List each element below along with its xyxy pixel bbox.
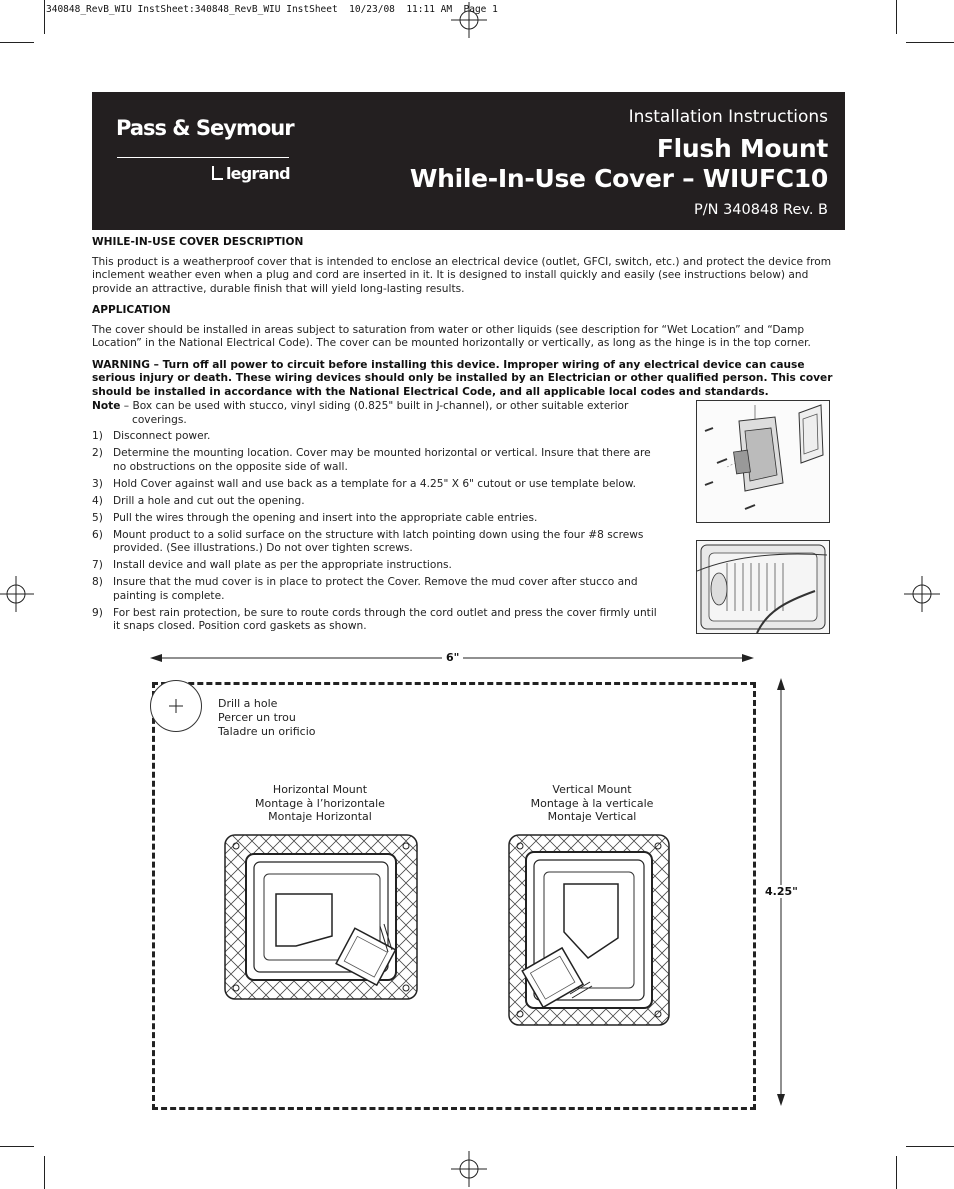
step-text: Hold Cover against wall and use back as a template for a 4.25" X 6" cutout or use template below. bbox=[113, 477, 636, 490]
vertical-label-es: Montaje Vertical bbox=[547, 810, 637, 823]
description-heading: WHILE-IN-USE COVER DESCRIPTION bbox=[92, 236, 304, 248]
step-item bbox=[92, 576, 667, 603]
application-text: The cover should be installed in areas subject to saturation from water or other liquids (see description for “Wet Location” and “Damp Location” in the National Electrical Code). The cover can be mounted horizontally or vertically, as long as the hinge is in the top corner. bbox=[92, 323, 811, 349]
vertical-label-en: Vertical Mount bbox=[552, 783, 632, 796]
crop-mark bbox=[44, 1156, 45, 1189]
step-text: Mount product to a solid surface on the structure with latch pointing down using the four #8 screws provided. (See illustrations.) Do not over tighten screws. bbox=[113, 528, 644, 554]
instructions-body bbox=[92, 236, 845, 407]
width-dimension-label: 6" bbox=[442, 651, 463, 664]
crop-mark bbox=[906, 1146, 954, 1147]
brand-logo: Pass & Seymour bbox=[116, 116, 294, 140]
step-number: 6) bbox=[92, 528, 103, 541]
registration-mark-left bbox=[0, 576, 34, 612]
note-label: Note bbox=[92, 400, 121, 412]
step-text: Install device and wall plate as per the appropriate instructions. bbox=[113, 559, 452, 571]
exploded-view-illustration bbox=[696, 400, 830, 523]
horizontal-mount-caption bbox=[222, 783, 418, 824]
crop-mark bbox=[0, 42, 34, 43]
legrand-logo-text: legrand bbox=[226, 164, 290, 183]
horizontal-label-fr: Montage à l’horizontale bbox=[255, 796, 385, 810]
step-number: 9) bbox=[92, 606, 103, 619]
horizontal-label-en: Horizontal Mount bbox=[272, 783, 368, 796]
print-slug: 340848_RevB_WIU InstSheet:340848_RevB_WIU InstSheet 10/23/08 11:11 AM Page 1 bbox=[46, 4, 498, 15]
note bbox=[92, 400, 667, 427]
crop-mark bbox=[896, 1156, 897, 1189]
legrand-logo bbox=[212, 164, 290, 183]
step-item bbox=[92, 529, 667, 556]
step-text: Pull the wires through the opening and insert into the appropriate cable entries. bbox=[113, 511, 538, 524]
step-text: Drill a hole and cut out the opening. bbox=[113, 494, 305, 507]
step-text: For best rain protection, be sure to route cords through the cord outlet and press the cover firmly until it snaps closed. Position cord gaskets as shown. bbox=[113, 606, 657, 632]
steps-list bbox=[92, 400, 667, 637]
drill-hole-label bbox=[218, 697, 315, 739]
part-number: P/N 340848 Rev. B bbox=[693, 202, 828, 218]
drill-hole-marker bbox=[150, 680, 202, 732]
title-line-2: While-In-Use Cover – WIUFC10 bbox=[409, 164, 828, 193]
title-line-1: Flush Mount bbox=[656, 134, 828, 163]
document-subtitle: Installation Instructions bbox=[628, 107, 828, 127]
step-number: 3) bbox=[92, 477, 103, 490]
step-item bbox=[92, 478, 667, 492]
crosshair-icon bbox=[151, 681, 201, 731]
step-item bbox=[92, 430, 667, 444]
height-dimension-label: 4.25" bbox=[761, 885, 802, 898]
step-number: 2) bbox=[92, 447, 103, 459]
step-item bbox=[92, 447, 667, 474]
document-title bbox=[410, 134, 828, 194]
header-banner bbox=[92, 92, 845, 230]
step-text: Determine the mounting location. Cover may be mounted horizontal or vertical. Insure that there are no obstructions on the opposite side of wall. bbox=[113, 447, 651, 473]
vertical-label-fr: Montage à la verticale bbox=[530, 796, 654, 810]
step-item bbox=[92, 495, 667, 509]
registration-mark-bottom bbox=[451, 1151, 487, 1187]
step-number: 7) bbox=[92, 559, 103, 571]
brand-divider bbox=[117, 157, 289, 158]
cover-closeup-illustration bbox=[696, 540, 830, 634]
registration-mark-right bbox=[904, 576, 940, 612]
vertical-mount-caption bbox=[494, 783, 690, 824]
step-number: 1) bbox=[92, 430, 103, 442]
legrand-logo-mark bbox=[212, 166, 223, 180]
application-heading: APPLICATION bbox=[92, 304, 171, 316]
step-item bbox=[92, 559, 667, 573]
vertical-mount-drawing bbox=[508, 834, 670, 1026]
step-item bbox=[92, 512, 667, 526]
drill-label-en: Drill a hole bbox=[218, 697, 278, 710]
warning-text: WARNING – Turn off all power to circuit before installing this device. Improper wiring of any electrical device can cause serious injury or death. These wiring devices should only be installed by an Electrician or other qualified person. This cover should be installed in accordance with the National Electrical Code, and all applicable local codes and standards. bbox=[92, 358, 833, 398]
step-item bbox=[92, 607, 667, 634]
crop-mark bbox=[896, 0, 897, 34]
step-text: Disconnect power. bbox=[113, 430, 211, 442]
step-number: 4) bbox=[92, 494, 103, 507]
drill-label-es: Taladre un orificio bbox=[218, 725, 316, 738]
drill-label-fr: Percer un trou bbox=[218, 711, 296, 724]
horizontal-label-es: Montaje Horizontal bbox=[268, 810, 372, 823]
steps-container bbox=[92, 430, 667, 634]
step-number: 8) bbox=[92, 576, 103, 588]
description-text: This product is a weatherproof cover that is intended to enclose an electrical device (outlet, GFCI, switch, etc.) and protect the device from inclement weather even when a plug and cord are inserted in it. It is designed to install quickly and easily (see instructions below) and provide an attractive, durable finish that will yield long-lasting results. bbox=[92, 255, 832, 295]
note-text: – Box can be used with stucco, vinyl siding (0.825" built in J-channel), or other suitable exterior coverings. bbox=[120, 400, 629, 426]
crop-mark bbox=[0, 1146, 34, 1147]
registration-mark-top bbox=[451, 2, 487, 38]
crop-mark bbox=[906, 42, 954, 43]
horizontal-mount-drawing bbox=[224, 834, 418, 1000]
crop-mark bbox=[44, 0, 45, 34]
step-text: Insure that the mud cover is in place to protect the Cover. Remove the mud cover after stucco and painting is complete. bbox=[113, 576, 638, 602]
step-number: 5) bbox=[92, 511, 103, 524]
